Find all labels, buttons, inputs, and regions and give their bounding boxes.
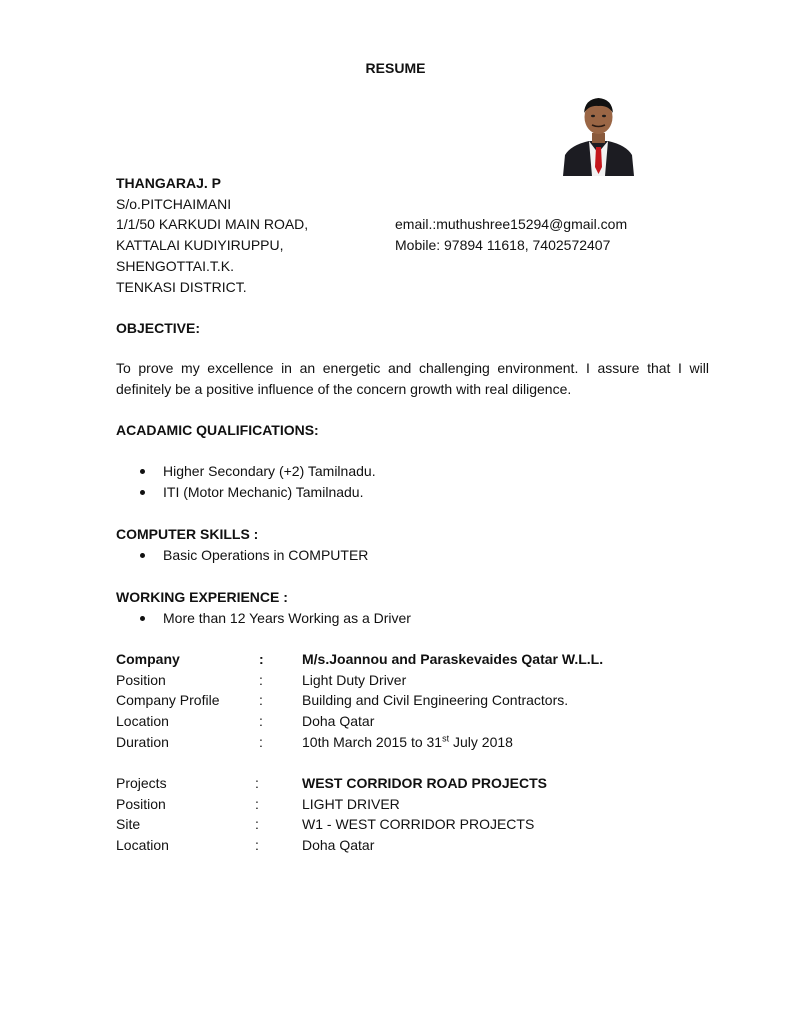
computer-heading: COMPUTER SKILLS : [116, 526, 259, 542]
address-line: KATTALAI KUDIYIRUPPU, [116, 237, 284, 254]
address-block [116, 173, 308, 297]
academic-heading: ACADAMIC QUALIFICATIONS: [116, 422, 319, 438]
separator: : [255, 795, 259, 812]
computer-section [116, 524, 258, 545]
projects-label: Projects [116, 775, 167, 791]
computer-list [116, 545, 368, 566]
company-row [116, 649, 716, 670]
academic-section [116, 420, 319, 441]
experience-list [116, 608, 411, 629]
list-item: Basic Operations in COMPUTER [116, 545, 368, 566]
address-line: 1/1/50 KARKUDI MAIN ROAD, [116, 216, 309, 233]
candidate-name: THANGARAJ. P [116, 175, 222, 191]
project-location-row [116, 835, 716, 856]
contact-block [395, 214, 627, 255]
duration-label: Duration [116, 733, 169, 750]
company-label: Company [116, 651, 180, 667]
duration-ordinal: st [442, 733, 450, 744]
project-location-value: Doha Qatar [302, 837, 375, 854]
email-text: email.:muthushree15294@gmail.com [395, 216, 628, 232]
profile-photo [561, 95, 636, 176]
position-row [116, 670, 716, 691]
list-item: Higher Secondary (+2) Tamilnadu. [116, 461, 376, 482]
objective-section [116, 318, 200, 339]
project-details [116, 773, 716, 856]
project-location-label: Location [116, 837, 169, 854]
separator: : [259, 713, 263, 730]
address-line: SHENGOTTAI.T.K. [116, 257, 234, 274]
duration-start: 10th March 2015 to 31 [302, 733, 443, 750]
duration-row [116, 732, 716, 753]
separator: : [259, 651, 264, 667]
academic-list [116, 461, 376, 502]
location-row [116, 711, 716, 732]
address-line: TENKASI DISTRICT. [116, 278, 247, 295]
objective-text: To prove my excellence in an energetic and challenging environment. I assure that I will definitely be a positive influence of the concern growth with real diligence. [116, 360, 709, 397]
separator: : [259, 733, 263, 750]
company-details [116, 649, 716, 752]
position-value: Light Duty Driver [302, 671, 407, 688]
duration-end: July 2018 [449, 733, 513, 750]
site-value: W1 - WEST CORRIDOR PROJECTS [302, 816, 535, 833]
location-value: Doha Qatar [302, 713, 375, 730]
project-position-row [116, 794, 716, 815]
objective-heading: OBJECTIVE: [116, 320, 201, 336]
profile-label: Company Profile [116, 692, 220, 709]
address-line: S/o.PITCHAIMANI [116, 195, 232, 212]
profile-value: Building and Civil Engineering Contractors. [302, 692, 569, 709]
site-row [116, 814, 716, 835]
duration-value [302, 732, 513, 753]
profile-row [116, 690, 716, 711]
location-label: Location [116, 713, 169, 730]
page-title: RESUME [365, 60, 426, 76]
separator: : [259, 692, 263, 709]
separator: : [255, 837, 259, 854]
projects-value: WEST CORRIDOR ROAD PROJECTS [302, 775, 548, 791]
project-position-value: LIGHT DRIVER [302, 795, 400, 812]
separator: : [259, 671, 263, 688]
projects-row [116, 773, 716, 794]
position-label: Position [116, 671, 166, 688]
list-item: More than 12 Years Working as a Driver [116, 608, 411, 629]
list-item: ITI (Motor Mechanic) Tamilnadu. [116, 482, 376, 503]
mobile-text: Mobile: 97894 11618, 7402572407 [395, 236, 611, 253]
site-label: Site [116, 816, 141, 833]
separator: : [255, 775, 259, 791]
experience-heading: WORKING EXPERIENCE : [116, 589, 288, 605]
separator: : [255, 816, 259, 833]
company-value: M/s.Joannou and Paraskevaides Qatar W.L.L. [302, 651, 604, 667]
project-position-label: Position [116, 795, 166, 812]
experience-section [116, 587, 288, 608]
